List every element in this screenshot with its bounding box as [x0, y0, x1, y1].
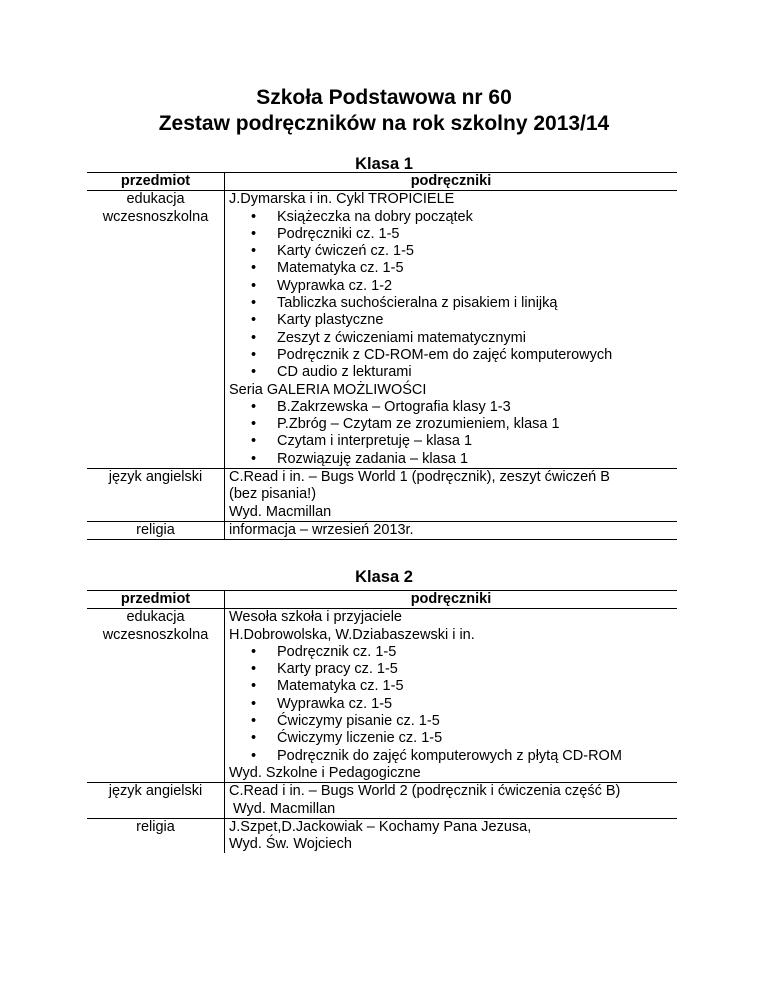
table-header-row	[87, 173, 677, 191]
books-cell	[225, 469, 678, 522]
subject-label: wczesnoszkolna	[102, 626, 209, 643]
series-title: Seria GALERIA MOŻLIWOŚCI	[229, 381, 427, 398]
subject-cell	[87, 609, 225, 783]
list-item: • Ćwiczymy liczenie cz. 1-5	[277, 730, 677, 747]
subject-cell	[87, 191, 225, 469]
book-entry: Wyd. Macmillan	[229, 503, 332, 520]
book-list	[229, 399, 677, 468]
table-row	[87, 469, 677, 522]
document-title: Zestaw podręczników na rok szkolny 2013/14	[158, 112, 610, 135]
list-item: • Podręczniki cz. 1-5	[277, 226, 677, 243]
column-header-books: podręczniki	[225, 591, 678, 609]
class-2-table	[87, 590, 677, 853]
list-item: • Podręcznik z CD-ROM-em do zajęć komputerowych	[277, 347, 677, 364]
list-item: • Tabliczka suchościeralna z pisakiem i linijką	[277, 295, 677, 312]
list-item: • P.Zbróg – Czytam ze zrozumieniem, klasa 1	[277, 416, 677, 433]
publisher: Wyd. Szkolne i Pedagogiczne	[229, 764, 421, 781]
list-item: • Ćwiczymy pisanie cz. 1-5	[277, 713, 677, 730]
book-entry: (bez pisania!)	[229, 486, 317, 503]
list-item: • Karty ćwiczeń cz. 1-5	[277, 243, 677, 260]
list-item: • Książeczka na dobry początek	[277, 209, 677, 226]
school-name: Szkoła Podstawowa nr 60	[256, 86, 512, 109]
subject-label: religia	[87, 521, 225, 539]
column-header-subject: przedmiot	[87, 173, 225, 191]
book-entry: Wyd. Macmillan	[233, 800, 336, 817]
class-1-heading: Klasa 1	[355, 155, 413, 173]
list-item: • CD audio z lekturami	[277, 364, 677, 381]
book-entry: C.Read i in. – Bugs World 1 (podręcznik), zeszyt ćwiczeń B	[229, 469, 610, 486]
list-item: • Podręcznik cz. 1-5	[277, 644, 677, 661]
list-item: • Wyprawka cz. 1-5	[277, 696, 677, 713]
list-item: • Karty pracy cz. 1-5	[277, 661, 677, 678]
list-item: • Wyprawka cz. 1-2	[277, 278, 677, 295]
table-row	[87, 191, 677, 469]
books-cell	[225, 818, 678, 853]
books-cell	[225, 609, 678, 783]
authors: H.Dobrowolska, W.Dziabaszewski i in.	[229, 626, 475, 643]
subject-label: język angielski	[87, 783, 225, 819]
list-item: • B.Zakrzewska – Ortografia klasy 1-3	[277, 399, 677, 416]
column-header-subject: przedmiot	[87, 591, 225, 609]
books-cell	[225, 783, 678, 819]
list-item: • Czytam i interpretuję – klasa 1	[277, 433, 677, 450]
column-header-books: podręczniki	[225, 173, 678, 191]
subject-label: wczesnoszkolna	[102, 208, 209, 225]
series-title: Wesoła szkoła i przyjaciele	[229, 609, 402, 626]
class-2-heading: Klasa 2	[355, 568, 413, 586]
list-item: • Matematyka cz. 1-5	[277, 678, 677, 695]
book-entry: C.Read i in. – Bugs World 2 (podręcznik i ćwiczenia część B)	[229, 783, 621, 800]
table-header-row	[87, 591, 677, 609]
book-entry: informacja – wrzesień 2013r.	[229, 521, 414, 538]
book-list	[229, 209, 677, 382]
table-row	[87, 521, 677, 539]
list-item: • Rozwiązuję zadania – klasa 1	[277, 451, 677, 468]
subject-label: edukacja	[126, 191, 185, 208]
list-item: • Podręcznik do zajęć komputerowych z płytą CD-ROM	[277, 748, 677, 765]
subject-label: edukacja	[126, 609, 185, 626]
class-1-table	[87, 172, 677, 540]
table-row	[87, 783, 677, 819]
series-title: J.Dymarska i in. Cykl TROPICIELE	[229, 191, 455, 208]
list-item: • Matematyka cz. 1-5	[277, 260, 677, 277]
table-row	[87, 609, 677, 783]
book-entry: J.Szpet,D.Jackowiak – Kochamy Pana Jezusa,	[229, 818, 532, 835]
list-item: • Zeszyt z ćwiczeniami matematycznymi	[277, 330, 677, 347]
list-item: • Karty plastyczne	[277, 312, 677, 329]
subject-label: język angielski	[87, 469, 225, 522]
subject-label: religia	[87, 818, 225, 853]
book-list	[229, 644, 677, 765]
books-cell	[225, 191, 678, 469]
table-row	[87, 818, 677, 853]
books-cell	[225, 521, 678, 539]
book-entry: Wyd. Św. Wojciech	[229, 836, 352, 853]
